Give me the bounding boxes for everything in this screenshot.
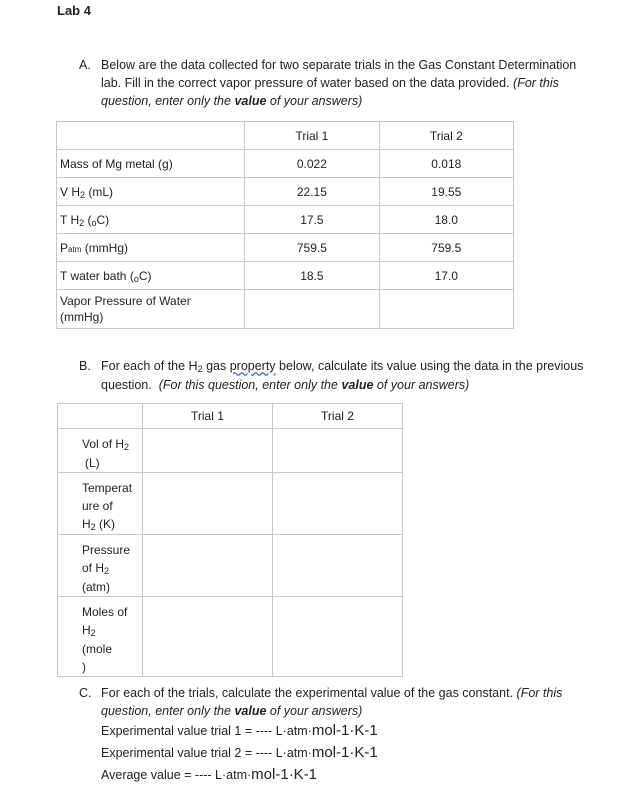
cell-vapor-pressure-trial1[interactable]: [245, 290, 379, 329]
row-label-pressure-h2: Pressure of H2 (atm): [58, 535, 143, 597]
row-label-temperature: T H2 (oC): [57, 206, 245, 234]
cell-water-bath-trial1: 18.5: [245, 262, 379, 290]
question-a-line2: lab. Fill in the correct vapor pressure of water based on the data provided.: [101, 76, 510, 90]
cell-patm-trial1: 759.5: [245, 234, 379, 262]
table-a-header-trial1: Trial 1: [245, 122, 379, 150]
cell-temperature-trial1: 17.5: [245, 206, 379, 234]
cell-moles-h2-trial1[interactable]: [142, 597, 272, 677]
table-a-header-trial2: Trial 2: [379, 122, 513, 150]
question-a-instr-pre: (For this: [513, 76, 559, 90]
question-a-instr-bold: value: [234, 94, 267, 108]
table-a: [56, 121, 514, 329]
row-label-patm: Patm (mmHg): [57, 234, 245, 262]
question-b-text-pre: For each of the H: [101, 359, 198, 373]
average-value: Average value = ---- L·atm·mol-1·K-1: [101, 766, 318, 783]
row-label-moles-h2: Moles of H2 (mole ): [58, 597, 143, 677]
cell-volume-trial2: 19.55: [379, 178, 513, 206]
table-b-header-empty: [58, 404, 143, 429]
row-label-mass: Mass of Mg metal (g): [57, 150, 245, 178]
cell-moles-h2-trial2[interactable]: [272, 597, 402, 677]
cell-temp-h2-trial2[interactable]: [272, 473, 402, 535]
experimental-value-trial1: Experimental value trial 1 = ---- L·atm·mol-1·K-1: [101, 722, 378, 739]
table-a-header-empty: [57, 122, 245, 150]
cell-temp-h2-trial1[interactable]: [142, 473, 272, 535]
cell-volume-trial1: 22.15: [245, 178, 379, 206]
cell-pressure-h2-trial2[interactable]: [272, 535, 402, 597]
row-label-vapor-pressure: Vapor Pressure of Water (mmHg): [57, 290, 245, 329]
cell-mass-trial1: 0.022: [245, 150, 379, 178]
row-label-water-bath: T water bath (oC): [57, 262, 245, 290]
question-b: B. For each of the H2 gas property below, calculate its value using the data in the previous question. (For this question, enter only the value of your answers): [79, 359, 584, 392]
cell-vol-h2-trial1[interactable]: [142, 429, 272, 473]
cell-temperature-trial2: 18.0: [379, 206, 513, 234]
question-a-instr-line3: question, enter only the: [101, 94, 231, 108]
question-b-letter: B.: [79, 359, 91, 373]
question-a: [79, 56, 624, 110]
table-b-header-trial2: Trial 2: [272, 404, 402, 429]
row-label-temp-h2: Temperat ure of H2 (K): [58, 473, 143, 535]
cell-pressure-h2-trial1[interactable]: [142, 535, 272, 597]
question-b-instr-pre: question.: [101, 378, 152, 392]
question-c-text: For each of the trials, calculate the experimental value of the gas constant.: [101, 686, 514, 700]
cell-mass-trial2: 0.018: [379, 150, 513, 178]
question-a-instr-post: of your answers): [269, 94, 363, 108]
cell-vol-h2-trial2[interactable]: [272, 429, 402, 473]
cell-water-bath-trial2: 17.0: [379, 262, 513, 290]
cell-patm-trial2: 759.5: [379, 234, 513, 262]
question-a-line1: Below are the data collected for two separate trials in the Gas Constant Determination: [101, 58, 577, 72]
page-title: Lab 4: [57, 3, 91, 18]
question-c-letter: C.: [79, 686, 92, 700]
table-b: [57, 403, 403, 677]
row-label-volume: V H2 (mL): [57, 178, 245, 206]
question-b-wavy-word: property: [229, 359, 276, 373]
row-label-vol-h2: Vol of H2 (L): [58, 429, 143, 473]
question-c: C. For each of the trials, calculate the experimental value of the gas constant. (For this question, enter only the value of your answers) Experimental value trial 1 = ---- L·atm·mol-1·K-1 Experimental value trial 2 = ---- L·atm·mol-1·K-1 Average value = ---- L·atm·mol-1·K-1: [79, 684, 624, 786]
cell-vapor-pressure-trial2[interactable]: [379, 290, 513, 329]
experimental-value-trial2: Experimental value trial 2 = ---- L·atm·mol-1·K-1: [101, 744, 378, 761]
question-a-letter: A.: [79, 58, 91, 72]
table-b-header-trial1: Trial 1: [142, 404, 272, 429]
